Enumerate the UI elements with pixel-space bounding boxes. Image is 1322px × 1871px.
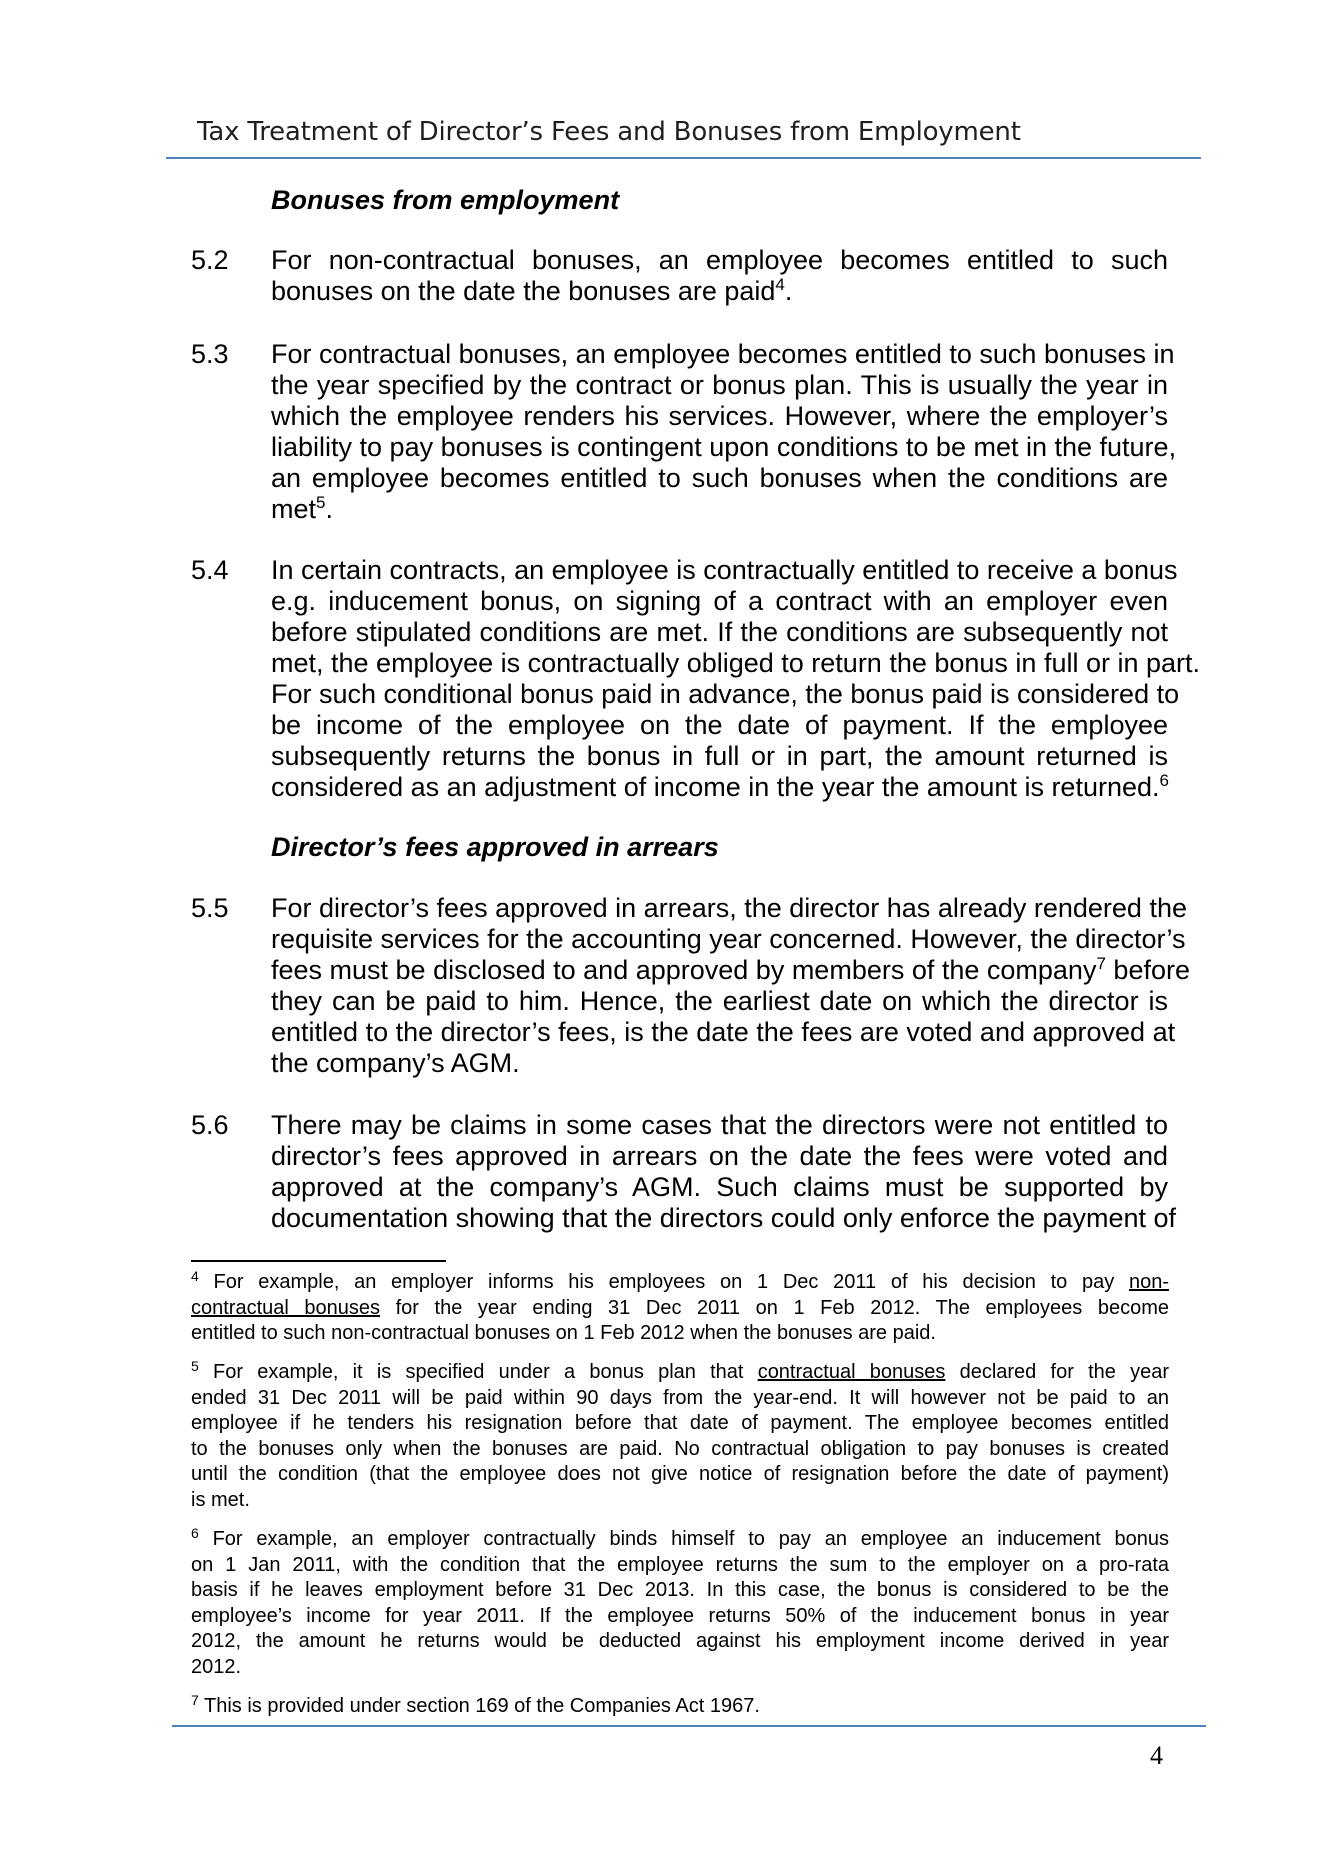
footnote-marker: 6 (191, 1525, 199, 1541)
text-fragment: . (325, 494, 333, 524)
paragraph-number: 5.5 (191, 893, 229, 923)
text-line: 2012, the amount he returns would be deducted against his employment income derived in year (191, 1630, 1169, 1652)
text-line: employee if he tenders his resignation before that date of payment. The employee becomes entitled (191, 1412, 1169, 1434)
footnote-ref: 5 (316, 493, 326, 512)
text-fragment: bonuses on the date the bonuses are paid (271, 276, 776, 306)
text-line (191, 1296, 1169, 1322)
text-line: entitled to the director’s fees, is the date the fees are voted and approved at (271, 1017, 1176, 1047)
text-line: be income of the employee on the date of payment. If the employee (271, 710, 1168, 740)
footnote-ref: 7 (1096, 954, 1106, 973)
text-line: 2012. (191, 1655, 242, 1678)
text-fragment: For example, an employer informs his employees on 1 Dec 2011 of his decision to pay (198, 1271, 1129, 1293)
paragraph-number: 5.6 (191, 1110, 229, 1140)
footnote-separator (191, 1260, 446, 1262)
text-line (191, 1360, 1169, 1386)
footnote-4 (191, 1270, 1169, 1347)
header-divider (166, 157, 1201, 159)
text-fragment: For example, it is specified under a bonus plan that (198, 1361, 758, 1383)
text-line: In certain contracts, an employee is contractually entitled to receive a bonus (271, 555, 1178, 585)
text-fragment: fees must be disclosed to and approved by members of the company (271, 955, 1097, 985)
text-line: an employee becomes entitled to such bonuses when the conditions are (271, 463, 1168, 493)
text-line: employee’s income for year 2011. If the employee returns 50% of the inducement bonus in year (191, 1604, 1169, 1627)
text-line: on 1 Jan 2011, with the condition that the employee returns the sum to the employer on a pro-rata (191, 1553, 1169, 1576)
section-heading-directors-fees: Director’s fees approved in arrears (271, 832, 719, 862)
paragraph-text (271, 555, 1201, 803)
text-line: For contractual bonuses, an employee becomes entitled to such bonuses in (271, 339, 1175, 369)
paragraph-number: 5.2 (191, 245, 229, 275)
text-line: For non-contractual bonuses, an employee becomes entitled to such (271, 245, 1168, 275)
text-line: director’s fees approved in arrears on the date the fees were voted and (271, 1141, 1168, 1171)
text-line: entitled to such non-contractual bonuses on 1 Feb 2012 when the bonuses are paid. (191, 1322, 936, 1344)
text-line: For director’s fees approved in arrears, the director has already rendered the (271, 893, 1187, 923)
footnote-ref: 6 (1159, 771, 1169, 790)
text-line (191, 1694, 1169, 1720)
text-fragment: declared for the year (945, 1361, 1170, 1383)
text-line: liability to pay bonuses is contingent upon conditions to be met in the future, (271, 432, 1177, 462)
text-line: they can be paid to him. Hence, the earliest date on which the director is (271, 986, 1168, 1016)
text-line: the year specified by the contract or bonus plan. This is usually the year in (271, 370, 1168, 400)
section-heading-bonuses: Bonuses from employment (271, 185, 620, 215)
text-line: e.g. inducement bonus, on signing of a contract with an employer even (271, 586, 1168, 616)
footnote-6 (191, 1527, 1169, 1680)
text-line: There may be claims in some cases that the directors were not entitled to (271, 1110, 1168, 1140)
text-fragment: considered as an adjustment of income in the year the amount is returned. (271, 772, 1160, 802)
text-line: before stipulated conditions are met. If the conditions are subsequently not (271, 617, 1168, 647)
footnote-marker: 4 (191, 1268, 199, 1284)
text-line: until the condition (that the employee does not give notice of resignation before the date of payment) (191, 1463, 1169, 1485)
text-line: documentation showing that the directors could only enforce the payment of (271, 1203, 1177, 1233)
text-line (271, 954, 1190, 986)
footnote-ref: 4 (775, 275, 785, 294)
text-fragment: For example, an employer contractually binds himself to pay an employee an inducement bonus (198, 1528, 1169, 1550)
text-line: subsequently returns the bonus in full or in part, the amount returned is (271, 741, 1168, 771)
text-line: the company’s AGM. (271, 1048, 520, 1078)
footnote-marker: 5 (191, 1358, 199, 1374)
underlined-term: contractual bonuses (191, 1296, 381, 1319)
text-line: ended 31 Dec 2011 will be paid within 90 days from the year-end. It will however not be paid to an (191, 1386, 1169, 1409)
paragraph-number: 5.4 (191, 555, 229, 585)
footnote-7 (191, 1694, 1169, 1720)
underlined-term: non- (1128, 1271, 1169, 1293)
paragraph-text (271, 245, 1168, 307)
footnote-marker: 7 (191, 1692, 199, 1708)
footnote-5 (191, 1360, 1169, 1513)
text-line: requisite services for the accounting year concerned. However, the director’s (271, 924, 1186, 954)
text-line (271, 772, 1168, 803)
text-line (191, 1270, 1169, 1296)
text-fragment: This is provided under section 169 of the Companies Act 1967. (198, 1695, 760, 1717)
paragraph-text (271, 893, 1190, 1079)
page-number: 4 (1150, 1741, 1163, 1770)
text-fragment: before (1105, 955, 1190, 985)
document-title: Tax Treatment of Director’s Fees and Bonuses from Employment (197, 117, 1021, 147)
text-line (271, 276, 1168, 307)
text-line: basis if he leaves employment before 31 Dec 2013. In this case, the bonus is considered to be the (191, 1579, 1169, 1601)
underlined-term: contractual bonuses (757, 1361, 946, 1383)
text-line: met, the employee is contractually obliged to return the bonus in full or in part. (271, 648, 1201, 678)
footer-divider (172, 1725, 1206, 1727)
paragraph-text (271, 339, 1177, 525)
text-line: which the employee renders his services. However, where the employer’s (271, 401, 1168, 431)
text-line: For such conditional bonus paid in advance, the bonus paid is considered to (271, 679, 1180, 709)
text-fragment: met (271, 494, 317, 524)
text-line: approved at the company’s AGM. Such claims must be supported by (271, 1172, 1168, 1202)
text-line: is met. (191, 1488, 250, 1511)
text-line (191, 1527, 1169, 1553)
text-fragment: for the year ending 31 Dec 2011 on 1 Feb 2012. The employees become (380, 1296, 1169, 1319)
paragraph-text (271, 1110, 1177, 1234)
paragraph-number: 5.3 (191, 339, 229, 369)
text-line (271, 494, 1168, 525)
text-fragment: . (784, 276, 793, 306)
text-line: to the bonuses only when the bonuses are paid. No contractual obligation to pay bonuses is created (191, 1437, 1169, 1460)
